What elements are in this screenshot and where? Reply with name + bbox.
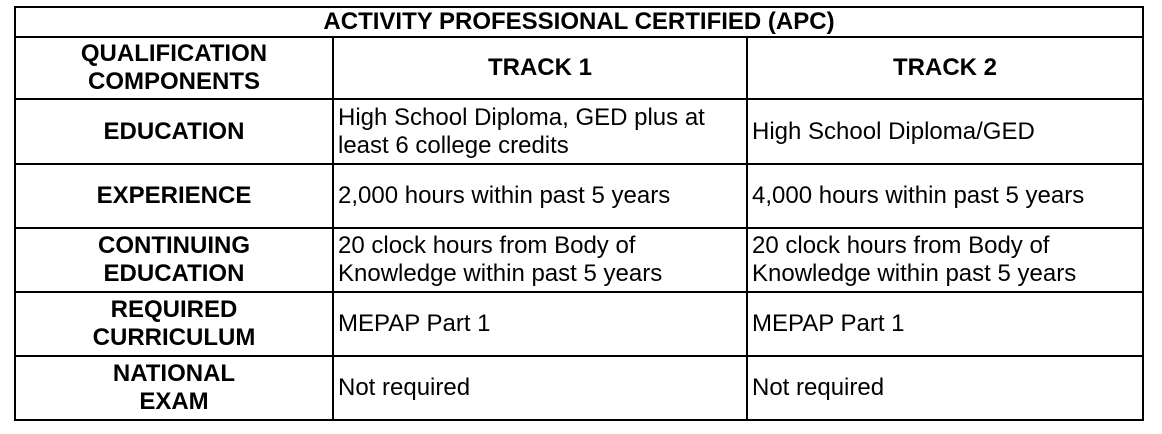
table-title: ACTIVITY PROFESSIONAL CERTIFIED (APC) [15,7,1143,37]
row-label-required-curriculum [15,292,333,356]
row-label-line1: CONTINUING [98,232,250,259]
cell-experience-track1: 2,000 hours within past 5 years [333,164,747,228]
row-label-experience [15,164,333,228]
row-label-line1: EXPERIENCE [96,182,252,209]
cell-continuing-education-track1: 20 clock hours from Body of Knowledge within past 5 years [333,228,747,292]
cell-education-track1: High School Diploma, GED plus at least 6 college credits [333,99,747,164]
cell-national-exam-track1: Not required [333,356,747,420]
table-row-experience [15,164,1143,228]
apc-table-container [14,6,1144,421]
cell-experience-track2: 4,000 hours within past 5 years [747,164,1143,228]
row-label-line1: NATIONAL [112,360,236,387]
row-label-continuing-education [15,228,333,292]
cell-required-curriculum-track2: MEPAP Part 1 [747,292,1143,356]
table-row-national-exam [15,356,1143,420]
cell-national-exam-track2: Not required [747,356,1143,420]
header-components-line2: COMPONENTS [87,68,260,95]
table-row-education [15,99,1143,164]
row-label-national-exam [15,356,333,420]
row-label-line1: REQUIRED [110,296,238,323]
header-components-line1: QUALIFICATION [80,40,268,67]
header-track-2: TRACK 2 [747,37,1143,99]
row-label-line2: EDUCATION [103,260,245,287]
header-row [15,37,1143,99]
row-label-line2: CURRICULUM [92,324,256,351]
cell-education-track2: High School Diploma/GED [747,99,1143,164]
table-row-required-curriculum [15,292,1143,356]
header-track-1: TRACK 1 [333,37,747,99]
title-row [15,7,1143,37]
apc-requirements-table [14,6,1144,421]
row-label-line2: EXAM [139,388,209,415]
header-qualification-components [15,37,333,99]
table-row-continuing-education [15,228,1143,292]
row-label-education [15,99,333,164]
cell-continuing-education-track2: 20 clock hours from Body of Knowledge within past 5 years [747,228,1143,292]
cell-required-curriculum-track1: MEPAP Part 1 [333,292,747,356]
row-label-line1: EDUCATION [103,117,245,145]
